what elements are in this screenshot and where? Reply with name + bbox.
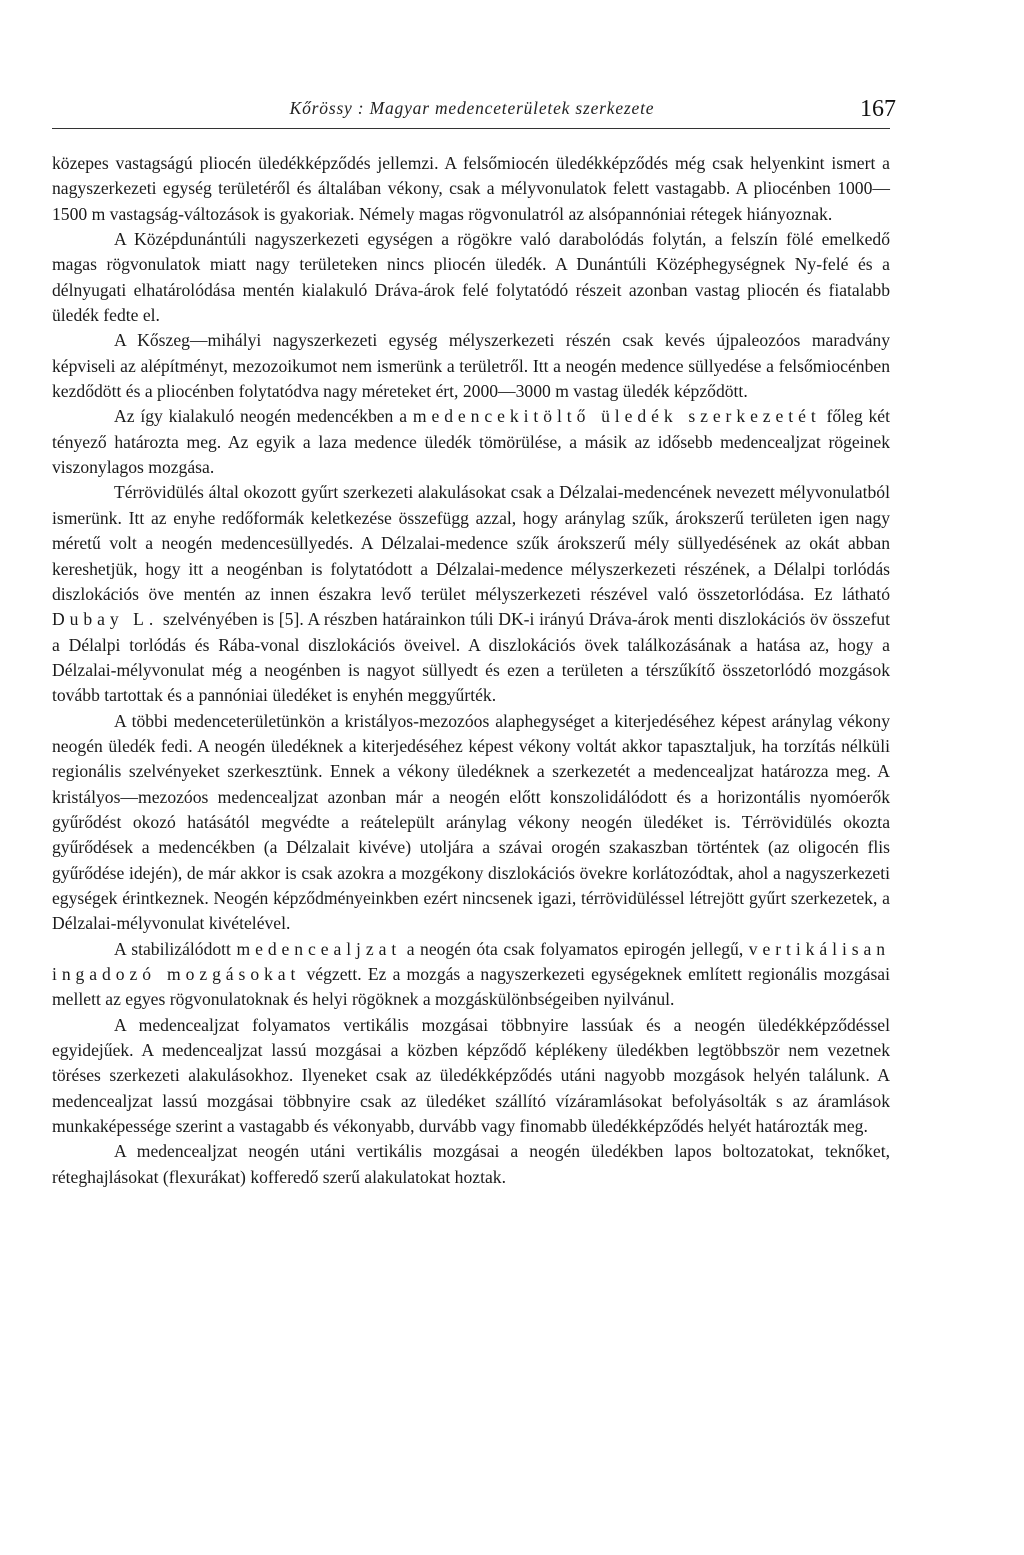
spaced-emphasis: medencealjzat: [236, 938, 402, 959]
paragraph: [52, 151, 890, 227]
paragraph: [52, 937, 890, 1013]
text-run: A stabilizálódott: [114, 938, 237, 959]
running-head: [52, 92, 896, 132]
text-run: A többi medenceterületünkön a kristályos-mezozóos alaphegységet a kiterjedéséhez képest aránylag vékony neogén üledék fedi. A neogén üledéknek a kiterjedéséhez képest vékony voltát akkor tapasztaljuk, ha torzítás nélküli regionális szelvényeket szerkesztünk. Ennek a vékony üledéknek a szerkezetét a medencealjzat határozza meg. A kristályos—mezozóos medencealjzat azonban már a neogén előtt konszolidálódott és a horizontális nyomóerők gyűrődést okozó hatásától megvédte a reátelepült aránylag vékony neogén üledéket is. Térrövidülés okozta gyűrődések a medencékben (a Délzalait kivéve) utoljára a szávai orogén szakaszban történtek (az oligocén flis gyűrődése idején), de már akkor is csak azokra a mozgékony diszlokációs övekre korlátozódtak, ahol a nagyszerkezeti egységek érintkeznek. Neogén képződményeinkben ezért nincsenek igazi, térrövidüléssel létrejött gyűrt szerkezetek, a Délzalai-mélyvonulat kivételével.: [52, 710, 890, 934]
running-title: Kőrössy : Magyar medenceterületek szerkezete: [289, 98, 655, 118]
text-run: végzett. Ez a mozgás a nagyszerkezeti egységeknek említett regionális mozgásai mellett az egyes rögvonulatoknak és helyi rögöknek a mozgáskülönbségeiben nyilvánul.: [52, 964, 891, 1010]
text-run: Az így kialakuló neogén medencékben a: [114, 406, 413, 427]
paragraph: [52, 1013, 890, 1140]
header-rule: [52, 128, 890, 129]
text-run: a neogén óta csak folyamatos epirogén jellegű,: [401, 938, 749, 959]
spaced-emphasis: medencekitöltő üledék szerkezetét: [412, 406, 821, 427]
text-run: Térrövidülés által okozott gyűrt szerkezeti alakulásokat csak a Délzalai-medencének nevezett mélyvonulatból ismerünk. Itt az enyhe redőformák keletkezése összefügg azzal, hogy aránylag szűk, árokszerű területen igen nagy méretű volt a neogén medencesüllyedés. A Délzalai-medence szűk árokszerű mély süllyedésének az okát abban kereshetjük, hogy itt a neogénban is folytatódott a Délzalai-medence mélyszerkezeti részének, a Délalpi torlódás diszlokációs öve mentén az innen északra levő terület mélyszerkezeti részével való összetorlódása. Ez látható: [52, 482, 890, 604]
text-run: A Kőszeg—mihályi nagyszerkezeti egység mélyszerkezeti részén csak kevés újpaleozóos maradvány képviseli az alépítményt, mezozoikumot nem ismerünk a területről. Itt a neogén medence süllyedése a felsőmiocénben kezdődött és a pliocénben folytatódva nagy méreteket ért, 2000—3000 m vastag üledék képződött.: [52, 330, 890, 402]
paragraph: [52, 328, 890, 404]
paragraph: [52, 227, 890, 328]
paragraph: [52, 709, 890, 937]
text-run: szelvényében is [5]. A részben határainkon túli DK-i irányú Dráva-árok menti diszlokációs öv összefut a Délalpi torlódás és Rába-vonal diszlokációs öveivel. A diszlokációs övek találkozásának a hatása az, hogy a Délzalai-mélyvonulat még a neogénben is nagyot süllyedt és ezen a területen a térszűkítő összetorlódó mozgások tovább tartottak és a pannóniai üledéket is enyhén meggyűrték.: [52, 609, 890, 706]
paragraph: [52, 480, 890, 708]
text-run: A medencealjzat neogén utáni vertikális mozgásai a neogén üledékben lapos boltozatokat, teknőket, réteghajlásokat (flexurákat) kofferedő szerű alakulatokat hoztak.: [52, 1141, 890, 1187]
page-number: 167: [860, 96, 896, 122]
paragraph: [52, 1139, 890, 1190]
text-run: közepes vastagságú pliocén üledékképződés jellemzi. A felsőmiocén üledékképződés még csak helyenkint ismert a nagyszerkezeti egység területéről és általában vékony, csak a mélyvonulatok felett vastagabb. A pliocénben 1000—1500 m vastagság-változások is gyakoriak. Némely magas rögvonulatról az alsópannóniai rétegek hiányoznak.: [52, 153, 890, 224]
body-text: [52, 151, 890, 1190]
spaced-emphasis: vertikálisan ingadozó mozgásokat: [52, 938, 890, 984]
text-run: főleg két tényező határozta meg. Az egyik a laza medence üledék tömörülése, a másik az idősebb medencealjzat rögeinek viszonylagos mozgása.: [52, 406, 890, 478]
spaced-emphasis: Dubay L.: [52, 609, 159, 630]
paragraph: [52, 404, 890, 480]
text-run: A Középdunántúli nagyszerkezeti egységen a rögökre való darabolódás folytán, a felszín fölé emelkedő magas rögvonulatok miatt nagy területeken nincs pliocén üledék. A Dunántúli Középhegységnek Ny-felé és a délnyugati elhatárolódása mentén kialakuló Dráva-árok felé folytatódó részeit azonban vastag pliocén és fiatalabb üledék fedte el.: [52, 229, 890, 326]
text-run: A medencealjzat folyamatos vertikális mozgásai többnyire lassúak és a neogén üledékképződéssel egyidejűek. A medencealjzat lassú mozgásai a közben képződő képlékeny üledékben legtöbbször nem vezetnek töréses szerkezeti alakulásokhoz. Ilyeneket csak az üledékképződés utáni nagyobb mozgások helyén találunk. A medencealjzat lassú mozgásai többnyire csak az üledéket szállító vízáramlásokat befolyásolták s az áramlások munkaképessége szerint a vastagabb és vékonyabb, durvább vagy finomabb üledékképződés helyét határozták meg.: [52, 1014, 890, 1137]
